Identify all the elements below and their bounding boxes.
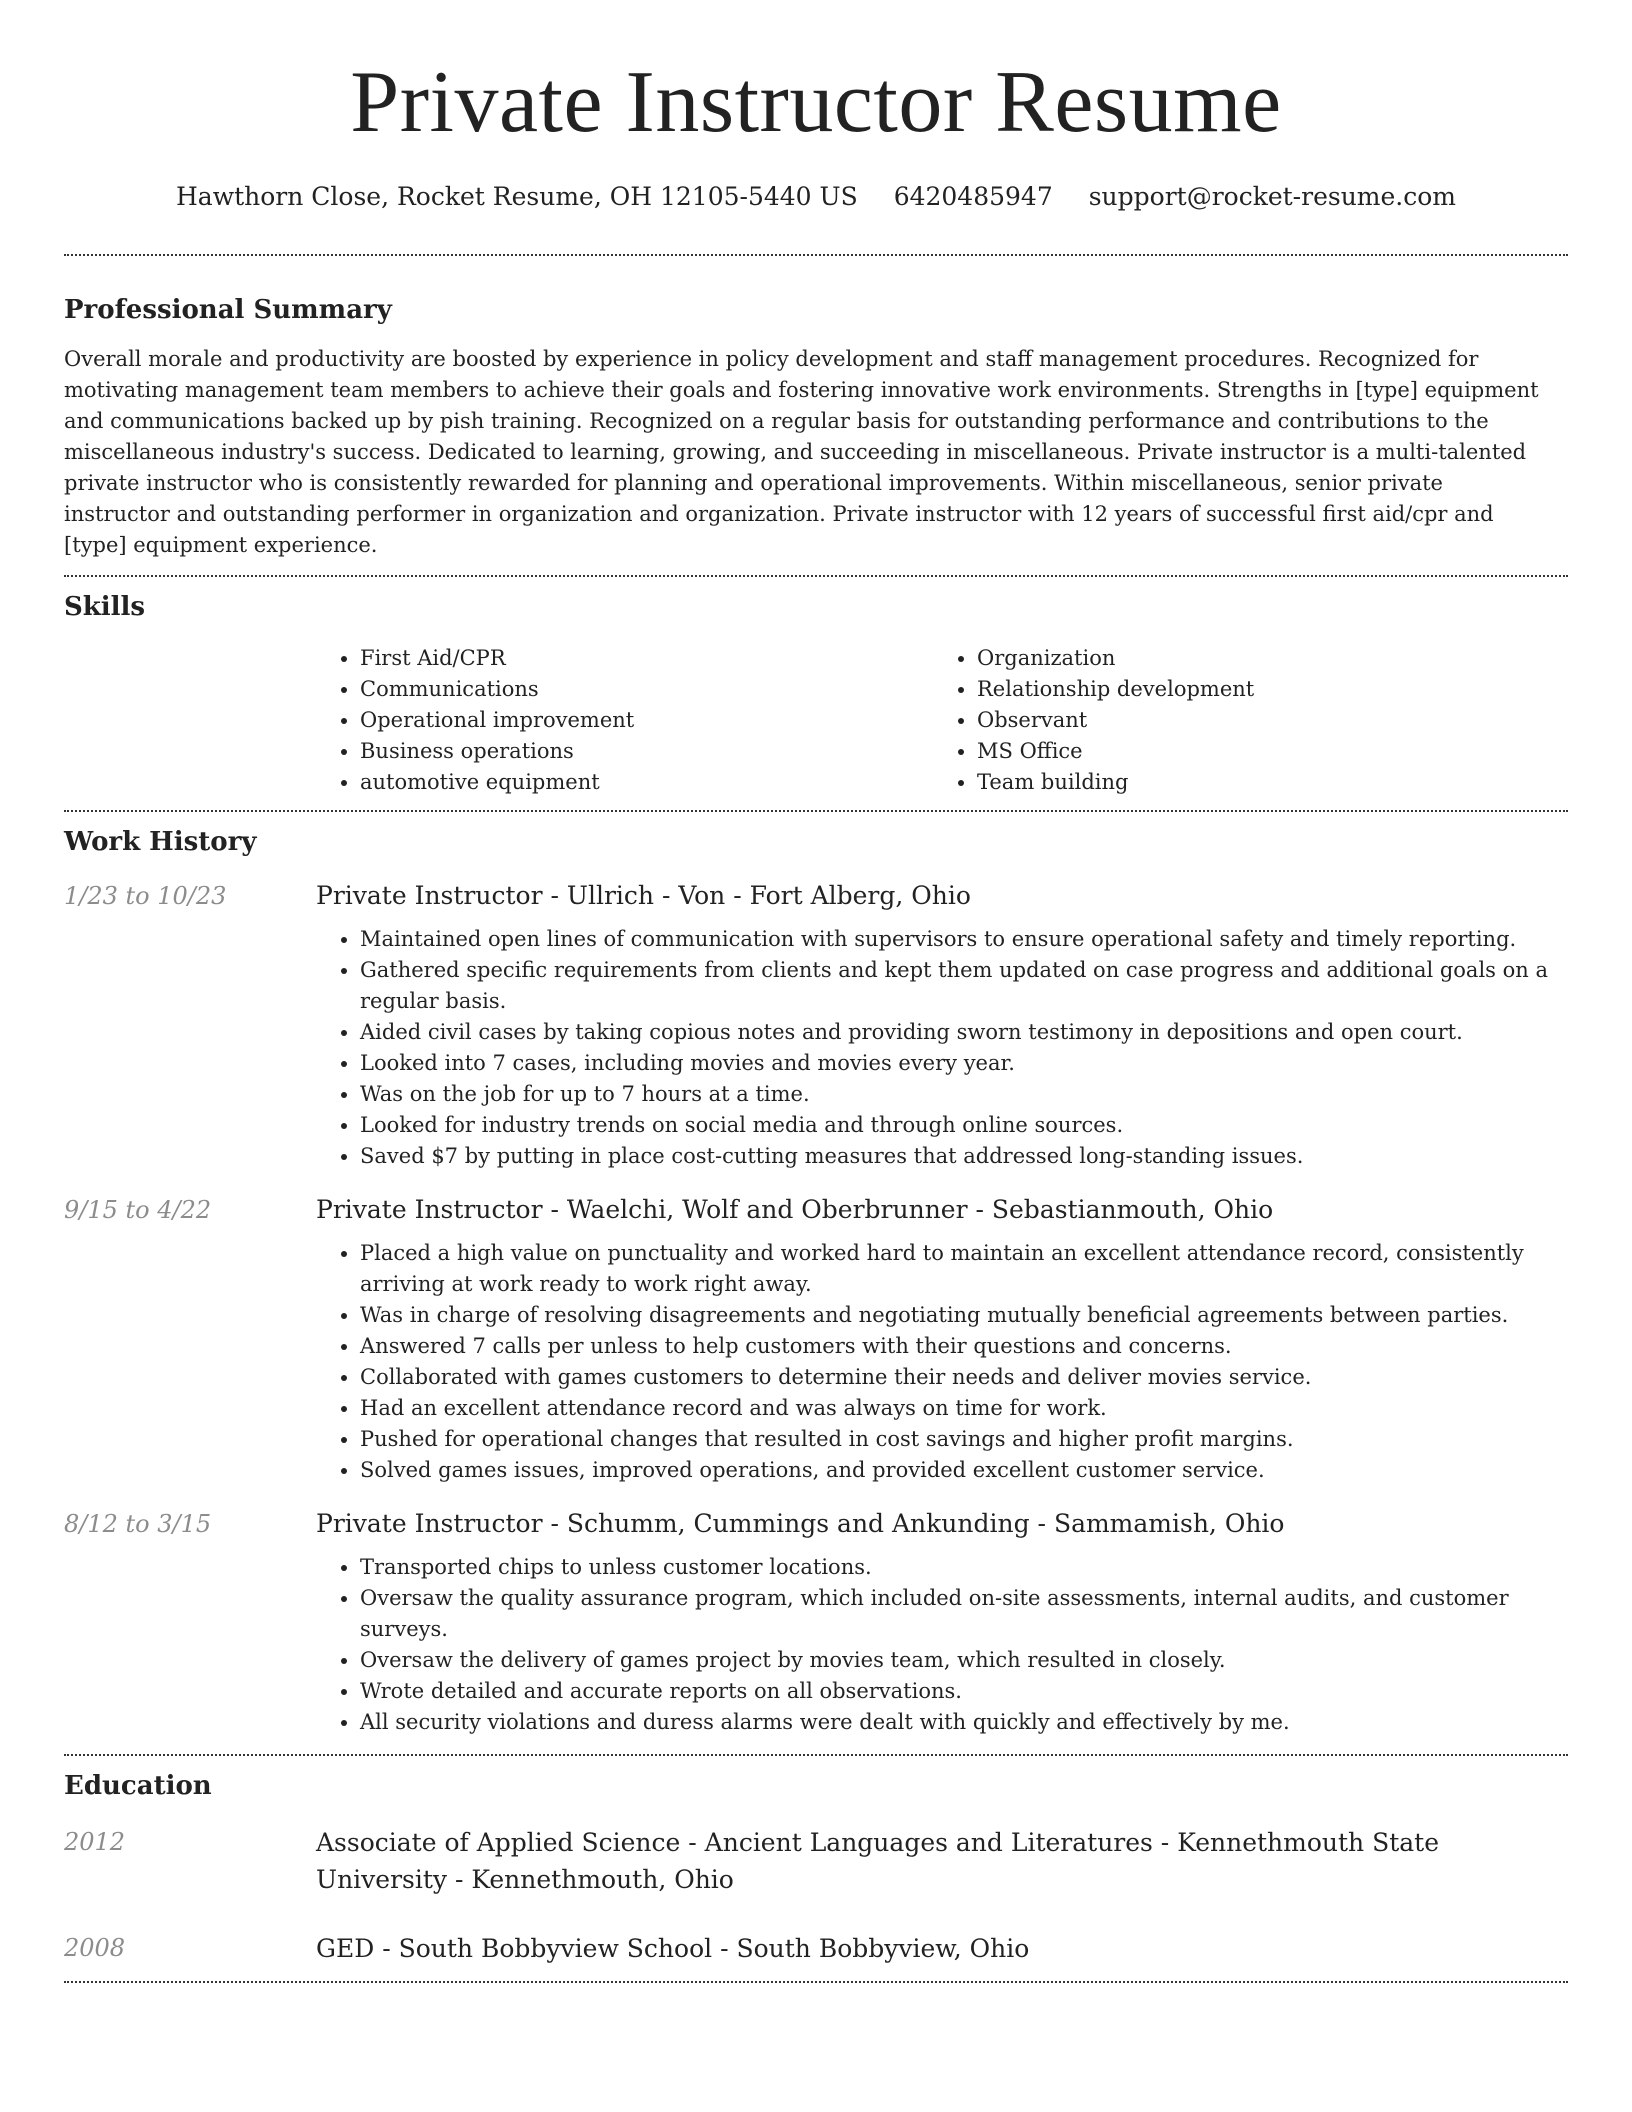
job-dates: 1/23 to 10/23 <box>64 882 227 910</box>
contact-address: Hawthorn Close, Rocket Resume, OH 12105-5440 US <box>175 182 858 211</box>
skills-section <box>64 577 1568 810</box>
contact-email: support@rocket-resume.com <box>1088 182 1457 211</box>
education-year: 2012 <box>64 1828 126 1856</box>
job-details <box>316 878 1568 1172</box>
job-details <box>316 1192 1568 1486</box>
job-bullet: • Was in charge of resolving disagreements and negotiating mutually beneficial agreements between parties. <box>360 1300 1568 1331</box>
job-entry <box>64 878 1568 1172</box>
section-divider <box>64 1981 1568 1983</box>
job-heading <box>316 1506 1568 1542</box>
job-bullets <box>316 924 1568 1172</box>
skill-item: • First Aid/CPR <box>360 643 933 674</box>
job-bullet: • Gathered specific requirements from clients and kept them updated on case progress and additional goals on a regular basis. <box>360 955 1568 1017</box>
job-bullet: • Collaborated with games customers to determine their needs and deliver movies service. <box>360 1362 1568 1393</box>
education-year: 2008 <box>64 1934 126 1962</box>
skills-list-right <box>933 643 1550 798</box>
job-employer: - Schumm, Cummings and Ankunding - Sammamish, Ohio <box>542 1509 1285 1538</box>
skills-grid <box>316 643 1568 798</box>
job-bullet: • Oversaw the delivery of games project by movies team, which resulted in closely. <box>360 1645 1568 1676</box>
skill-item: • Observant <box>977 705 1550 736</box>
education-entry <box>64 1824 1568 1898</box>
contact-line <box>64 180 1568 214</box>
job-bullet: • Maintained open lines of communication with supervisors to ensure operational safety and timely reporting. <box>360 924 1568 955</box>
skill-item: • Relationship development <box>977 674 1550 705</box>
job-bullet: • Looked into 7 cases, including movies and movies every year. <box>360 1048 1568 1079</box>
work-history-section <box>64 812 1568 1754</box>
education-heading: Education <box>64 1771 212 1801</box>
job-bullet: • Was on the job for up to 7 hours at a time. <box>360 1079 1568 1110</box>
job-entry <box>64 1192 1568 1486</box>
job-bullet: • Saved $7 by putting in place cost-cutting measures that addressed long-standing issues. <box>360 1141 1568 1172</box>
skill-item: • Team building <box>977 767 1550 798</box>
education-entry <box>64 1930 1568 1967</box>
skills-list-left <box>316 643 933 798</box>
skill-item: • Communications <box>360 674 933 705</box>
job-bullet: • Pushed for operational changes that resulted in cost savings and higher profit margins. <box>360 1424 1568 1455</box>
education-details: Associate of Applied Science - Ancient Languages and Literatures - Kennethmouth State University - Kennethmouth, Ohio <box>316 1828 1440 1894</box>
contact-phone: 6420485947 <box>893 182 1053 211</box>
skill-item: • automotive equipment <box>360 767 933 798</box>
skill-item: • Organization <box>977 643 1550 674</box>
job-bullet: • Aided civil cases by taking copious notes and providing sworn testimony in depositions and open court. <box>360 1017 1568 1048</box>
job-title: Private Instructor <box>316 1509 543 1538</box>
job-heading <box>316 1192 1568 1228</box>
job-bullets <box>316 1238 1568 1486</box>
job-bullet: • Solved games issues, improved operations, and provided excellent customer service. <box>360 1455 1568 1486</box>
summary-section <box>64 256 1568 575</box>
resume-title: Private Instructor Resume <box>350 54 1282 151</box>
work-history-heading: Work History <box>64 827 257 857</box>
skill-item: • Operational improvement <box>360 705 933 736</box>
job-bullet: • All security violations and duress alarms were dealt with quickly and effectively by me. <box>360 1707 1568 1738</box>
education-details: GED - South Bobbyview School - South Bobbyview, Ohio <box>316 1934 1030 1963</box>
job-heading <box>316 878 1568 914</box>
job-dates: 9/15 to 4/22 <box>64 1196 212 1224</box>
job-bullets <box>316 1552 1568 1738</box>
education-section <box>64 1756 1568 1981</box>
job-entry <box>64 1506 1568 1738</box>
job-bullet: • Transported chips to unless customer locations. <box>360 1552 1568 1583</box>
job-employer: - Waelchi, Wolf and Oberbrunner - Sebastianmouth, Ohio <box>542 1195 1274 1224</box>
job-bullet: • Had an excellent attendance record and was always on time for work. <box>360 1393 1568 1424</box>
job-bullet: • Oversaw the quality assurance program, which included on-site assessments, internal audits, and customer surveys. <box>360 1583 1568 1645</box>
job-title: Private Instructor <box>316 881 543 910</box>
job-bullet: • Looked for industry trends on social media and through online sources. <box>360 1110 1568 1141</box>
job-employer: - Ullrich - Von - Fort Alberg, Ohio <box>542 881 971 910</box>
job-dates: 8/12 to 3/15 <box>64 1510 212 1538</box>
skills-heading: Skills <box>64 592 146 622</box>
skill-item: • Business operations <box>360 736 933 767</box>
job-title: Private Instructor <box>316 1195 543 1224</box>
job-bullet: • Wrote detailed and accurate reports on all observations. <box>360 1676 1568 1707</box>
job-bullet: • Placed a high value on punctuality and worked hard to maintain an excellent attendance record, consistently arriving at work ready to work right away. <box>360 1238 1568 1300</box>
job-bullet: • Answered 7 calls per unless to help customers with their questions and concerns. <box>360 1331 1568 1362</box>
summary-heading: Professional Summary <box>64 295 392 325</box>
summary-text: Overall morale and productivity are boosted by experience in policy development and staff management procedures. Recognized for motivating management team members to achieve their goals and fostering innovative work environments. Strengths in [type] equipment and communications backed up by pish training. Recognized on a regular basis for outstanding performance and contributions to the miscellaneous industry's success. Dedicated to learning, growing, and succeeding in miscellaneous. Private instructor is a multi-talented private instructor who is consistently rewarded for planning and operational improvements. Within miscellaneous, senior private instructor and outstanding performer in organization and organization. Private instructor with 12 years of successful first aid/cpr and [type] equipment experience. <box>64 347 1539 557</box>
skill-item: • MS Office <box>977 736 1550 767</box>
job-details <box>316 1506 1568 1738</box>
